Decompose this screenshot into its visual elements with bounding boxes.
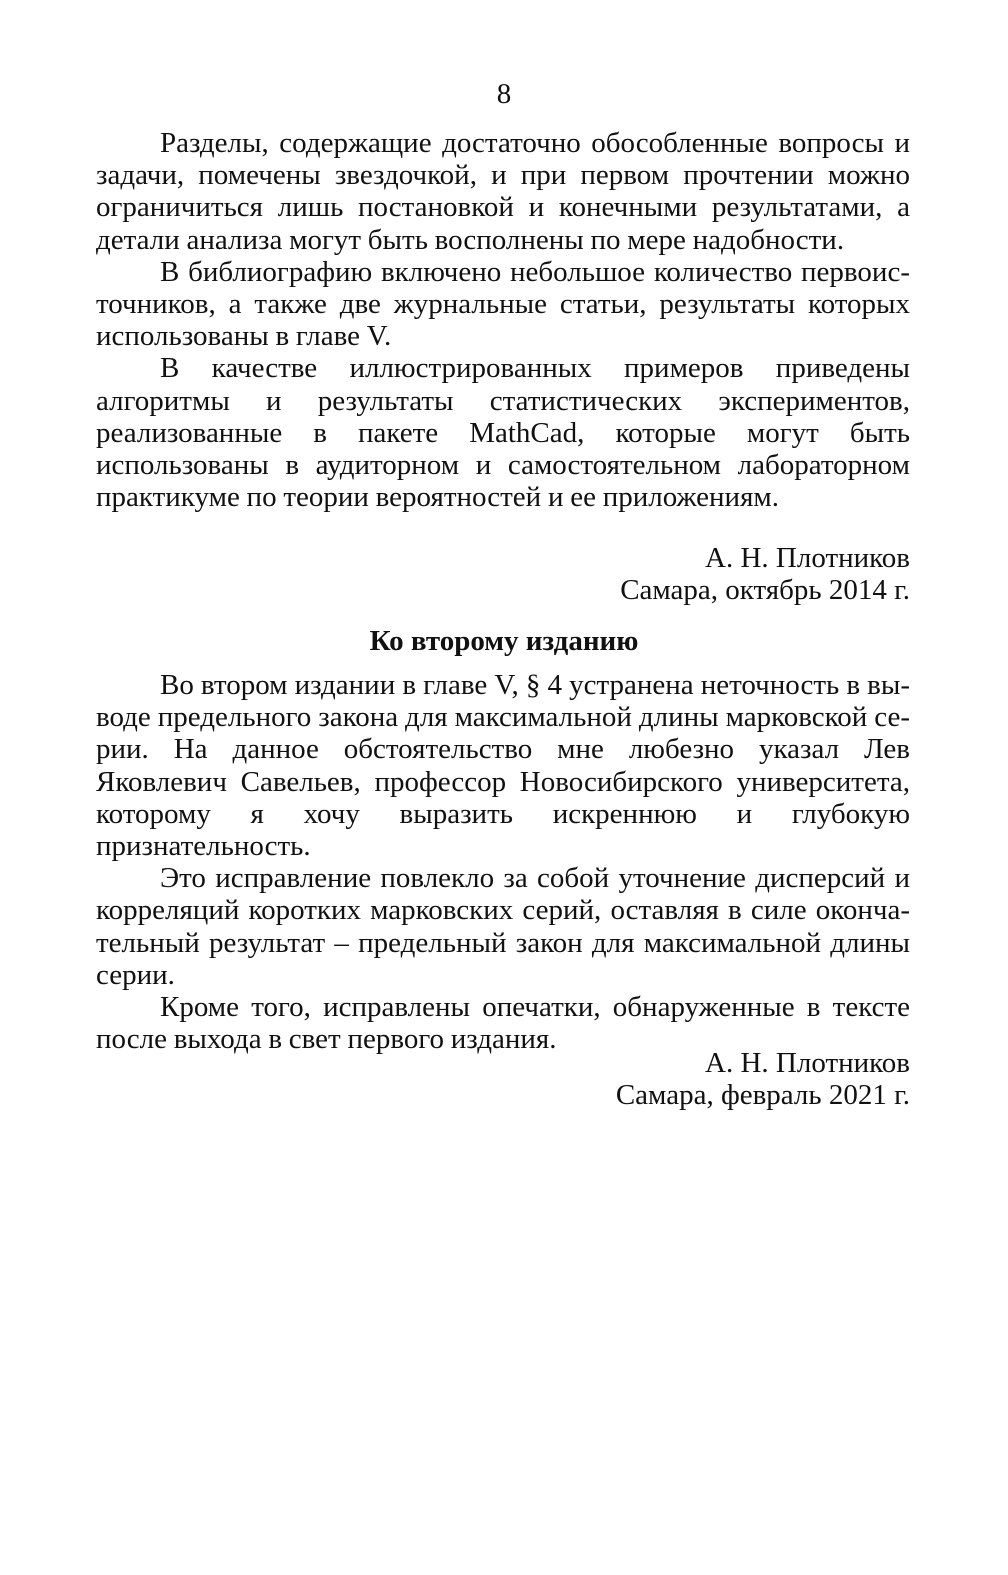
preface-body — [96, 127, 910, 513]
paragraph-consequences: Это исправление повлекло за собой уточнение дисперсий и корреляций коротких марковских серий, оставляя в силе окончательный результат – предельный закон для максимальной длины серии. — [96, 862, 910, 991]
signature-place-date: Самара, февраль 2021 г. — [615, 1079, 910, 1112]
signature-place-date: Самара, октябрь 2014 г. — [620, 574, 910, 607]
second-edition-body — [96, 669, 910, 1055]
signature-author: А. Н. Плотников — [705, 1047, 910, 1079]
paragraph-typos: Кроме того, исправлены опечатки, обнаруженные в тексте после выхода в свет первого издания. — [96, 991, 910, 1056]
section-heading: Ко второму изданию — [369, 625, 639, 657]
paragraph-examples: В качестве иллюстрированных примеров приведены алгоритмы и результаты статистических экспериментов, реализованные в пакете MathCad, которые могут быть использованы в аудиторном и самостоятельном лабораторном практикуме по теории вероятностей и ее приложениям. — [96, 352, 910, 514]
second-edition-signature — [616, 1047, 910, 1111]
paragraph-bibliography: В библиографию включено небольшое количество первоисточников, а также две журнальные статьи, результаты которых использованы в главе V. — [96, 255, 910, 353]
paragraph-correction: Во втором издании в главе V, § 4 устранена неточность в выводе предельного закона для максимальной длины марковской серии. На данное обстоятельство мне любезно указал Лев Яковлевич Савельев, профессор Новосибирского университета, которому я хочу выразить искреннюю и глубокую признательность. — [96, 669, 910, 863]
preface-signature — [620, 542, 910, 606]
page-number: 8 — [496, 78, 512, 110]
paragraph-sections-marked: Разделы, содержащие достаточно обособленные вопросы и задачи, помечены звездочкой, и при первом прочтении можно ограничиться лишь постановкой и конечными результатами, а детали анализа могут быть восполнены по мере надобности. — [96, 127, 910, 256]
signature-author: А. Н. Плотников — [705, 542, 910, 574]
